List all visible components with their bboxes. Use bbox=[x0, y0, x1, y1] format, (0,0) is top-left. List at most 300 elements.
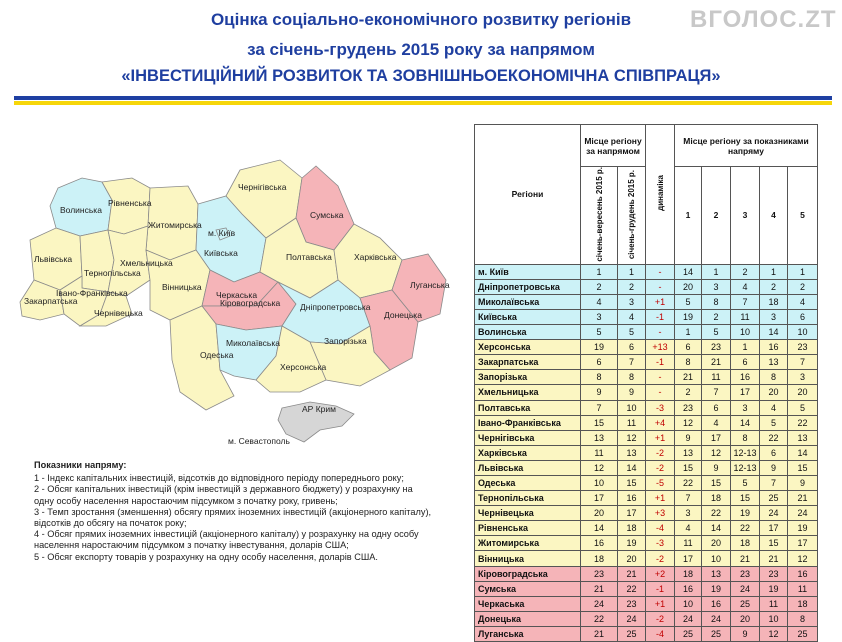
indicator-1-cell: 18 bbox=[675, 566, 702, 581]
legend-item: 1 - Індекс капітальних інвестицій, відсотків до відповідного періоду попереднього року; bbox=[34, 473, 404, 484]
place-period1-cell: 23 bbox=[581, 566, 618, 581]
indicator-3-cell: 2 bbox=[731, 264, 760, 279]
region-name-cell: Хмельницька bbox=[475, 385, 581, 400]
place-period2-cell: 13 bbox=[618, 445, 646, 460]
indicator-5-cell: 4 bbox=[788, 294, 818, 309]
table-row bbox=[475, 475, 818, 490]
indicator-2-cell: 18 bbox=[702, 491, 731, 506]
region-name-cell: Вінницька bbox=[475, 551, 581, 566]
place-period1-cell: 9 bbox=[581, 385, 618, 400]
indicator-4-cell: 21 bbox=[760, 551, 788, 566]
place-period1-cell: 16 bbox=[581, 536, 618, 551]
indicator-5-cell: 15 bbox=[788, 460, 818, 475]
indicator-3-cell: 20 bbox=[731, 611, 760, 626]
dynamics-cell: +1 bbox=[646, 294, 675, 309]
indicator-1-cell: 24 bbox=[675, 611, 702, 626]
header-col-1: 1 bbox=[675, 167, 702, 265]
dynamics-cell: -1 bbox=[646, 355, 675, 370]
indicator-2-cell: 5 bbox=[702, 325, 731, 340]
map-label-cherkaska: Черкаська bbox=[216, 290, 258, 300]
table-row bbox=[475, 626, 818, 641]
place-period1-cell: 20 bbox=[581, 506, 618, 521]
indicator-4-cell: 18 bbox=[760, 294, 788, 309]
indicator-4-cell: 8 bbox=[760, 370, 788, 385]
header-col-4: 4 bbox=[760, 167, 788, 265]
indicator-3-cell: 3 bbox=[731, 400, 760, 415]
header-region: Регіони bbox=[475, 125, 581, 265]
dynamics-cell: -2 bbox=[646, 611, 675, 626]
region-name-cell: Запорізька bbox=[475, 370, 581, 385]
region-name-cell: Одеська bbox=[475, 475, 581, 490]
indicator-5-cell: 22 bbox=[788, 415, 818, 430]
place-period1-cell: 19 bbox=[581, 340, 618, 355]
region-ternopilska bbox=[80, 230, 114, 292]
indicator-3-cell: 14 bbox=[731, 415, 760, 430]
indicator-3-cell: 18 bbox=[731, 536, 760, 551]
indicator-4-cell: 24 bbox=[760, 506, 788, 521]
dynamics-cell: - bbox=[646, 264, 675, 279]
map-label-zakarpatska: Закарпатська bbox=[24, 296, 78, 306]
place-period2-cell: 15 bbox=[618, 475, 646, 490]
indicator-2-cell: 2 bbox=[702, 309, 731, 324]
indicator-3-cell: 11 bbox=[731, 309, 760, 324]
indicator-2-cell: 23 bbox=[702, 340, 731, 355]
dynamics-cell: -5 bbox=[646, 475, 675, 490]
dynamics-cell: +1 bbox=[646, 430, 675, 445]
indicator-4-cell: 1 bbox=[760, 264, 788, 279]
indicator-1-cell: 15 bbox=[675, 460, 702, 475]
indicator-3-cell: 7 bbox=[731, 294, 760, 309]
indicator-3-cell: 5 bbox=[731, 475, 760, 490]
legend-heading: Показники напряму: bbox=[34, 460, 127, 470]
indicator-2-cell: 17 bbox=[702, 430, 731, 445]
header-place-indicators: Місце регіону за показниками напряму bbox=[675, 125, 818, 167]
place-period1-cell: 15 bbox=[581, 415, 618, 430]
indicator-4-cell: 19 bbox=[760, 581, 788, 596]
place-period1-cell: 22 bbox=[581, 611, 618, 626]
dynamics-cell: -4 bbox=[646, 521, 675, 536]
indicator-2-cell: 6 bbox=[702, 400, 731, 415]
place-period2-cell: 21 bbox=[618, 566, 646, 581]
flag-band-yellow bbox=[14, 101, 832, 105]
place-period2-cell: 9 bbox=[618, 385, 646, 400]
indicator-4-cell: 3 bbox=[760, 309, 788, 324]
indicator-4-cell: 22 bbox=[760, 430, 788, 445]
dynamics-cell: -4 bbox=[646, 626, 675, 641]
table-row bbox=[475, 430, 818, 445]
title-line-2: за січень-грудень 2015 року за напрямом bbox=[247, 40, 595, 59]
region-name-cell: Кіровоградська bbox=[475, 566, 581, 581]
dynamics-cell: -3 bbox=[646, 536, 675, 551]
indicator-3-cell: 21 bbox=[731, 551, 760, 566]
map-label-kirovohradska: Кіровоградська bbox=[220, 298, 281, 308]
region-name-cell: Житомирська bbox=[475, 536, 581, 551]
indicator-3-cell: 1 bbox=[731, 340, 760, 355]
dynamics-cell: -1 bbox=[646, 581, 675, 596]
region-name-cell: Рівненська bbox=[475, 521, 581, 536]
indicator-4-cell: 7 bbox=[760, 475, 788, 490]
place-period2-cell: 22 bbox=[618, 581, 646, 596]
dynamics-cell: +13 bbox=[646, 340, 675, 355]
table-row bbox=[475, 566, 818, 581]
indicator-2-cell: 10 bbox=[702, 551, 731, 566]
place-period1-cell: 12 bbox=[581, 460, 618, 475]
indicator-2-cell: 20 bbox=[702, 536, 731, 551]
place-period1-cell: 6 bbox=[581, 355, 618, 370]
map-label-kharkivska: Харківська bbox=[354, 252, 397, 262]
indicator-3-cell: 19 bbox=[731, 506, 760, 521]
dynamics-cell: - bbox=[646, 279, 675, 294]
place-period1-cell: 17 bbox=[581, 491, 618, 506]
indicator-1-cell: 3 bbox=[675, 506, 702, 521]
place-period2-cell: 19 bbox=[618, 536, 646, 551]
indicator-1-cell: 17 bbox=[675, 551, 702, 566]
map-label-khmelnytska: Хмельницька bbox=[120, 258, 173, 268]
region-name-cell: Чернівецька bbox=[475, 506, 581, 521]
indicator-5-cell: 6 bbox=[788, 309, 818, 324]
indicator-4-cell: 11 bbox=[760, 596, 788, 611]
indicator-4-cell: 20 bbox=[760, 385, 788, 400]
indicator-4-cell: 23 bbox=[760, 566, 788, 581]
indicator-2-cell: 8 bbox=[702, 294, 731, 309]
indicator-5-cell: 21 bbox=[788, 491, 818, 506]
legend-item: 4 - Обсяг прямих іноземних інвестицій (акціонерного капіталу) у розрахунку на одну особу населення наростаючим підсумком з початку інвестування, доларів США; bbox=[34, 529, 419, 551]
indicator-1-cell: 2 bbox=[675, 385, 702, 400]
indicator-5-cell: 5 bbox=[788, 400, 818, 415]
indicator-4-cell: 9 bbox=[760, 460, 788, 475]
indicator-1-cell: 11 bbox=[675, 536, 702, 551]
indicator-2-cell: 19 bbox=[702, 581, 731, 596]
map-label-vinnytska: Вінницька bbox=[162, 282, 202, 292]
map-label-zhytomyrska: Житомирська bbox=[148, 220, 202, 230]
place-period1-cell: 21 bbox=[581, 581, 618, 596]
indicator-5-cell: 1 bbox=[788, 264, 818, 279]
indicator-1-cell: 25 bbox=[675, 626, 702, 641]
map-label-luhanska: Луганська bbox=[410, 280, 450, 290]
map-label-poltavska: Полтавська bbox=[286, 252, 332, 262]
title-line-1: Оцінка соціально-економічного розвитку регіонів bbox=[210, 10, 632, 29]
place-period1-cell: 18 bbox=[581, 551, 618, 566]
place-period1-cell: 2 bbox=[581, 279, 618, 294]
indicator-5-cell: 20 bbox=[788, 385, 818, 400]
indicator-1-cell: 4 bbox=[675, 521, 702, 536]
dynamics-cell: +3 bbox=[646, 506, 675, 521]
indicator-2-cell: 24 bbox=[702, 611, 731, 626]
indicator-5-cell: 14 bbox=[788, 445, 818, 460]
dynamics-cell: -2 bbox=[646, 445, 675, 460]
region-name-cell: Херсонська bbox=[475, 340, 581, 355]
indicator-4-cell: 2 bbox=[760, 279, 788, 294]
dynamics-cell: - bbox=[646, 325, 675, 340]
dynamics-cell: +1 bbox=[646, 491, 675, 506]
indicator-1-cell: 9 bbox=[675, 430, 702, 445]
table-row bbox=[475, 536, 818, 551]
title-line-3: «ІНВЕСТИЦІЙНИЙ РОЗВИТОК ТА ЗОВНІШНЬОЕКОНОМІЧНА СПІВПРАЦЯ» bbox=[121, 67, 721, 85]
indicator-1-cell: 5 bbox=[675, 294, 702, 309]
dynamics-cell: +4 bbox=[646, 415, 675, 430]
indicator-3-cell: 6 bbox=[731, 355, 760, 370]
map-label-mykolaivska: Миколаївська bbox=[226, 338, 280, 348]
indicator-4-cell: 13 bbox=[760, 355, 788, 370]
indicator-2-cell: 9 bbox=[702, 460, 731, 475]
place-period1-cell: 3 bbox=[581, 309, 618, 324]
indicator-4-cell: 14 bbox=[760, 325, 788, 340]
indicator-5-cell: 17 bbox=[788, 536, 818, 551]
region-name-cell: Волинська bbox=[475, 325, 581, 340]
place-period1-cell: 14 bbox=[581, 521, 618, 536]
indicator-1-cell: 23 bbox=[675, 400, 702, 415]
indicator-2-cell: 12 bbox=[702, 445, 731, 460]
table-row bbox=[475, 355, 818, 370]
map-label-crimea: АР Крим bbox=[302, 404, 336, 414]
indicator-3-cell: 16 bbox=[731, 370, 760, 385]
place-period2-cell: 18 bbox=[618, 521, 646, 536]
header-col-5: 5 bbox=[788, 167, 818, 265]
indicator-5-cell: 23 bbox=[788, 340, 818, 355]
region-name-cell: Тернопільська bbox=[475, 491, 581, 506]
table-row bbox=[475, 460, 818, 475]
indicator-1-cell: 19 bbox=[675, 309, 702, 324]
dynamics-cell: -2 bbox=[646, 551, 675, 566]
dynamics-cell: - bbox=[646, 385, 675, 400]
place-period2-cell: 12 bbox=[618, 430, 646, 445]
table-row bbox=[475, 415, 818, 430]
indicator-3-cell: 22 bbox=[731, 521, 760, 536]
map-label-chernihivska: Чернігівська bbox=[238, 182, 287, 192]
table-row bbox=[475, 370, 818, 385]
indicator-1-cell: 13 bbox=[675, 445, 702, 460]
place-period2-cell: 2 bbox=[618, 279, 646, 294]
indicator-1-cell: 16 bbox=[675, 581, 702, 596]
indicator-3-cell: 12-13 bbox=[731, 445, 760, 460]
indicator-4-cell: 12 bbox=[760, 626, 788, 641]
flag-band-blue bbox=[14, 96, 832, 100]
indicator-2-cell: 14 bbox=[702, 521, 731, 536]
indicator-1-cell: 6 bbox=[675, 340, 702, 355]
indicator-2-cell: 3 bbox=[702, 279, 731, 294]
table-row bbox=[475, 294, 818, 309]
header-period1: січень-вересень 2015 р. bbox=[581, 167, 618, 265]
indicator-4-cell: 4 bbox=[760, 400, 788, 415]
indicator-5-cell: 24 bbox=[788, 506, 818, 521]
table-row bbox=[475, 279, 818, 294]
place-period2-cell: 24 bbox=[618, 611, 646, 626]
indicator-5-cell: 9 bbox=[788, 475, 818, 490]
map-label-lvivska: Львівська bbox=[34, 254, 73, 264]
map-label-sevastopol: м. Севастополь bbox=[228, 436, 290, 446]
map-label-odeska: Одеська bbox=[200, 350, 234, 360]
place-period2-cell: 25 bbox=[618, 626, 646, 641]
region-name-cell: Луганська bbox=[475, 626, 581, 641]
map-label-chernivetska: Чернівецька bbox=[94, 308, 143, 318]
table-row bbox=[475, 309, 818, 324]
indicator-5-cell: 13 bbox=[788, 430, 818, 445]
indicator-2-cell: 21 bbox=[702, 355, 731, 370]
map-label-kyivska: Київська bbox=[204, 248, 238, 258]
indicator-5-cell: 12 bbox=[788, 551, 818, 566]
place-period2-cell: 3 bbox=[618, 294, 646, 309]
map-label-sumska: Сумська bbox=[310, 210, 344, 220]
table-row bbox=[475, 445, 818, 460]
region-name-cell: Донецька bbox=[475, 611, 581, 626]
indicator-3-cell: 15 bbox=[731, 491, 760, 506]
table-row bbox=[475, 264, 818, 279]
dynamics-cell: -3 bbox=[646, 400, 675, 415]
place-period1-cell: 5 bbox=[581, 325, 618, 340]
ranking-table bbox=[474, 124, 818, 642]
indicator-3-cell: 25 bbox=[731, 596, 760, 611]
place-period2-cell: 23 bbox=[618, 596, 646, 611]
place-period1-cell: 4 bbox=[581, 294, 618, 309]
indicator-2-cell: 16 bbox=[702, 596, 731, 611]
ukraine-regions-map bbox=[20, 130, 460, 450]
map-label-dnipropetrovska: Дніпропетровська bbox=[300, 302, 371, 312]
indicator-5-cell: 11 bbox=[788, 581, 818, 596]
indicator-3-cell: 4 bbox=[731, 279, 760, 294]
indicator-4-cell: 6 bbox=[760, 445, 788, 460]
region-name-cell: Дніпропетровська bbox=[475, 279, 581, 294]
dynamics-cell: - bbox=[646, 370, 675, 385]
indicator-1-cell: 1 bbox=[675, 325, 702, 340]
indicator-2-cell: 25 bbox=[702, 626, 731, 641]
region-name-cell: Черкаська bbox=[475, 596, 581, 611]
region-name-cell: Закарпатська bbox=[475, 355, 581, 370]
region-name-cell: м. Київ bbox=[475, 264, 581, 279]
place-period2-cell: 7 bbox=[618, 355, 646, 370]
indicator-4-cell: 17 bbox=[760, 521, 788, 536]
region-name-cell: Миколаївська bbox=[475, 294, 581, 309]
dynamics-cell: +1 bbox=[646, 596, 675, 611]
indicator-2-cell: 13 bbox=[702, 566, 731, 581]
region-name-cell: Чернігівська bbox=[475, 430, 581, 445]
indicator-4-cell: 16 bbox=[760, 340, 788, 355]
indicator-3-cell: 17 bbox=[731, 385, 760, 400]
dynamics-cell: -1 bbox=[646, 309, 675, 324]
place-period1-cell: 13 bbox=[581, 430, 618, 445]
map-label-donetska: Донецька bbox=[384, 310, 422, 320]
header-place-direction: Місце регіону за напрямом bbox=[581, 125, 646, 167]
map-label-ivanofrankivska: Івано-Франківська bbox=[56, 288, 128, 298]
header-col-2: 2 bbox=[702, 167, 731, 265]
indicator-3-cell: 9 bbox=[731, 626, 760, 641]
place-period1-cell: 7 bbox=[581, 400, 618, 415]
indicator-5-cell: 18 bbox=[788, 596, 818, 611]
table-row bbox=[475, 340, 818, 355]
indicator-2-cell: 4 bbox=[702, 415, 731, 430]
legend-item: 5 - Обсяг експорту товарів у розрахунку на одну особу населення, доларів США. bbox=[34, 551, 378, 562]
region-name-cell: Івано-Франківська bbox=[475, 415, 581, 430]
place-period2-cell: 17 bbox=[618, 506, 646, 521]
indicator-2-cell: 15 bbox=[702, 475, 731, 490]
indicator-legend bbox=[34, 460, 434, 563]
indicator-5-cell: 8 bbox=[788, 611, 818, 626]
indicator-1-cell: 14 bbox=[675, 264, 702, 279]
indicator-2-cell: 11 bbox=[702, 370, 731, 385]
map-label-rivnenska: Рівненська bbox=[108, 198, 152, 208]
map-label-zaporizka: Запорізька bbox=[324, 336, 367, 346]
indicator-3-cell: 24 bbox=[731, 581, 760, 596]
legend-item: 2 - Обсяг капітальних інвестицій (крім інвестицій з державного бюджету) у розрахунку на одну особу населення наростаючим підсумком з початку року, гривень; bbox=[34, 484, 413, 506]
place-period2-cell: 1 bbox=[618, 264, 646, 279]
table-row bbox=[475, 506, 818, 521]
place-period1-cell: 21 bbox=[581, 626, 618, 641]
dynamics-cell: +2 bbox=[646, 566, 675, 581]
indicator-1-cell: 20 bbox=[675, 279, 702, 294]
indicator-1-cell: 10 bbox=[675, 596, 702, 611]
indicator-1-cell: 8 bbox=[675, 355, 702, 370]
indicator-5-cell: 25 bbox=[788, 626, 818, 641]
indicator-3-cell: 12-13 bbox=[731, 460, 760, 475]
region-name-cell: Сумська bbox=[475, 581, 581, 596]
place-period2-cell: 8 bbox=[618, 370, 646, 385]
place-period2-cell: 16 bbox=[618, 491, 646, 506]
indicator-5-cell: 2 bbox=[788, 279, 818, 294]
table-row bbox=[475, 521, 818, 536]
place-period1-cell: 11 bbox=[581, 445, 618, 460]
ranking-table-body bbox=[475, 264, 818, 641]
indicator-3-cell: 8 bbox=[731, 430, 760, 445]
map-label-khersonska: Херсонська bbox=[280, 362, 327, 372]
table-row bbox=[475, 551, 818, 566]
indicator-3-cell: 23 bbox=[731, 566, 760, 581]
table-row bbox=[475, 611, 818, 626]
indicator-3-cell: 10 bbox=[731, 325, 760, 340]
table-row bbox=[475, 581, 818, 596]
table-row bbox=[475, 491, 818, 506]
table-row bbox=[475, 596, 818, 611]
place-period1-cell: 8 bbox=[581, 370, 618, 385]
indicator-2-cell: 1 bbox=[702, 264, 731, 279]
indicator-1-cell: 21 bbox=[675, 370, 702, 385]
legend-item: 3 - Темп зростання (зменшення) обсягу прямих іноземних інвестицій (акціонерного капіталу), відсотків до обсягу на початок року; bbox=[34, 506, 432, 529]
indicator-1-cell: 7 bbox=[675, 491, 702, 506]
region-name-cell: Київська bbox=[475, 309, 581, 324]
indicator-5-cell: 19 bbox=[788, 521, 818, 536]
indicator-5-cell: 10 bbox=[788, 325, 818, 340]
place-period1-cell: 24 bbox=[581, 596, 618, 611]
table-row bbox=[475, 385, 818, 400]
watermark-logo: ВГОЛОС.ZT bbox=[690, 6, 837, 33]
indicator-2-cell: 7 bbox=[702, 385, 731, 400]
map-label-ternopilska: Тернопільська bbox=[84, 268, 141, 278]
table-row bbox=[475, 400, 818, 415]
map-label-volynska: Волинська bbox=[60, 205, 102, 215]
place-period1-cell: 1 bbox=[581, 264, 618, 279]
place-period2-cell: 10 bbox=[618, 400, 646, 415]
place-period2-cell: 6 bbox=[618, 340, 646, 355]
indicator-4-cell: 10 bbox=[760, 611, 788, 626]
place-period2-cell: 5 bbox=[618, 325, 646, 340]
indicator-1-cell: 22 bbox=[675, 475, 702, 490]
place-period1-cell: 10 bbox=[581, 475, 618, 490]
dynamics-cell: -2 bbox=[646, 460, 675, 475]
header-col-3: 3 bbox=[731, 167, 760, 265]
region-name-cell: Полтавська bbox=[475, 400, 581, 415]
indicator-4-cell: 25 bbox=[760, 491, 788, 506]
table-row bbox=[475, 325, 818, 340]
map-label-kyiv: м. Київ bbox=[208, 228, 236, 238]
indicator-5-cell: 7 bbox=[788, 355, 818, 370]
indicator-2-cell: 22 bbox=[702, 506, 731, 521]
indicator-1-cell: 12 bbox=[675, 415, 702, 430]
region-name-cell: Львівська bbox=[475, 460, 581, 475]
header-period2: січень-грудень 2015 р. bbox=[618, 167, 646, 265]
place-period2-cell: 14 bbox=[618, 460, 646, 475]
indicator-5-cell: 16 bbox=[788, 566, 818, 581]
place-period2-cell: 11 bbox=[618, 415, 646, 430]
indicator-4-cell: 15 bbox=[760, 536, 788, 551]
place-period2-cell: 4 bbox=[618, 309, 646, 324]
